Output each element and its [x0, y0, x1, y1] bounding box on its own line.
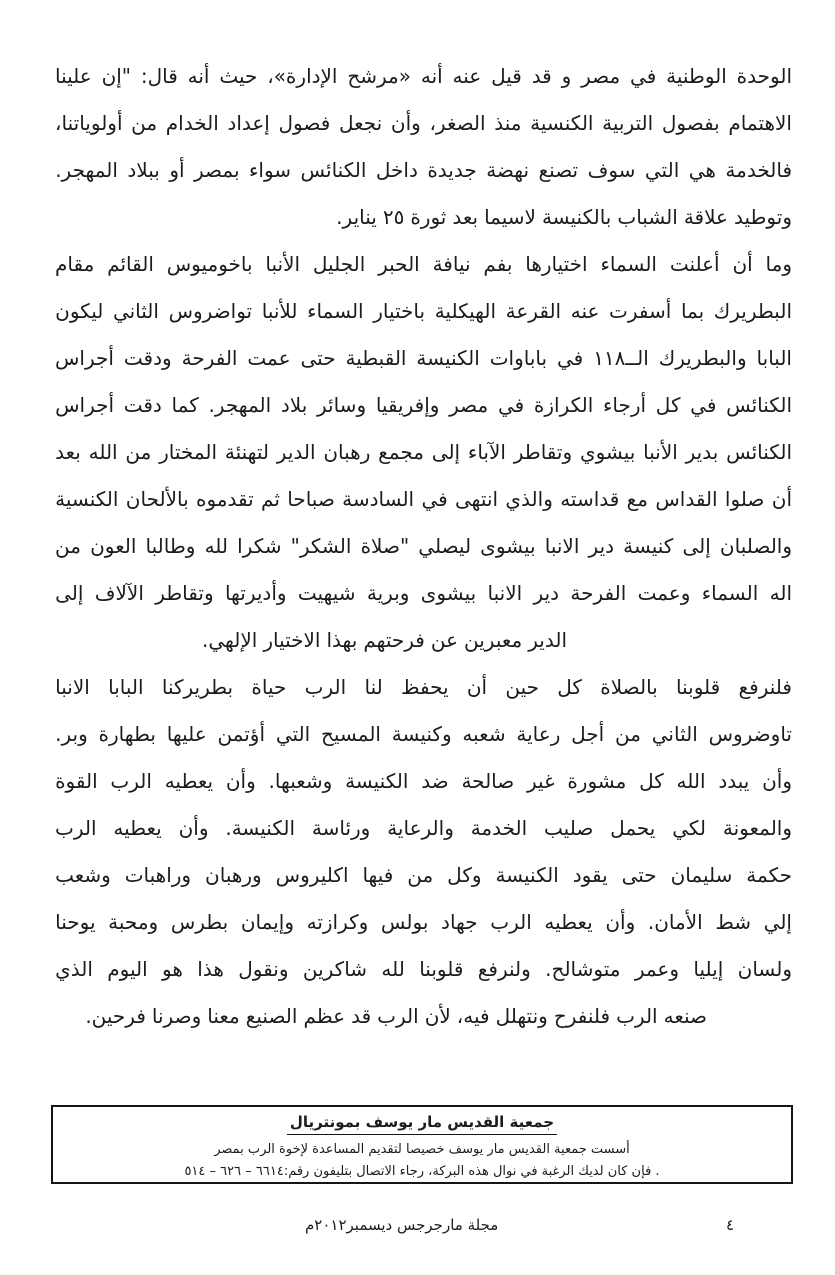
word: ورئاسة: [311, 815, 371, 840]
word: أؤتمن: [217, 721, 266, 746]
word: بعد: [55, 439, 81, 464]
word: بولس: [380, 909, 429, 934]
word: دير: [533, 580, 560, 605]
word: من: [55, 533, 81, 558]
word: السماء: [307, 298, 364, 323]
word: فلنرفع: [738, 674, 792, 699]
word: وما: [765, 251, 792, 276]
word: غير: [527, 768, 555, 793]
word: عظم: [303, 1003, 346, 1028]
word: الانبا: [55, 674, 90, 699]
text-line: [55, 475, 792, 522]
word: تاوضروس: [708, 721, 792, 746]
word: ومحبة: [108, 909, 159, 934]
text-line: [55, 757, 792, 804]
word: شيهيت: [297, 580, 356, 605]
word: الأنبا: [265, 251, 301, 276]
word: الإدارة»،: [267, 63, 338, 88]
word: يعطيه: [113, 815, 162, 840]
word: ثورة: [410, 204, 447, 229]
word: قد: [531, 63, 552, 88]
word: علاقة: [683, 204, 728, 229]
word: وأن: [390, 110, 421, 135]
word: أو: [169, 157, 185, 182]
word: الكنيسة: [416, 345, 480, 370]
word: أرجاء: [603, 392, 647, 417]
word: الكنيسة: [495, 862, 559, 887]
word: وصرنا: [151, 1003, 202, 1028]
word: والرعاية: [387, 815, 454, 840]
word: الفرحة: [181, 345, 238, 370]
word: وأن: [225, 768, 256, 793]
word: وبرية: [366, 580, 410, 605]
society-title-row: [53, 1112, 791, 1135]
word: في: [557, 345, 584, 370]
word: ليكون: [55, 298, 104, 323]
word: البابا: [108, 674, 144, 699]
word: ضد: [421, 768, 449, 793]
text-line: [55, 992, 792, 1039]
word: التربية: [602, 110, 654, 135]
word: سوف: [587, 157, 636, 182]
word: الخدام: [165, 110, 219, 135]
word: اليوم: [107, 956, 148, 981]
word: الثاني: [112, 298, 159, 323]
word: التي: [644, 157, 680, 182]
word: بيشوى: [420, 580, 477, 605]
page-number: ٤: [726, 1216, 735, 1234]
word: كل: [655, 392, 681, 417]
society-title: جمعية القديس مار يوسف بمونتريال: [287, 1113, 557, 1135]
text-line: [55, 898, 792, 945]
word: من: [615, 721, 641, 746]
word: قلوبنا: [419, 956, 464, 981]
word: الرب: [377, 1003, 419, 1028]
word: فيها: [362, 862, 394, 887]
word: حتى: [300, 345, 336, 370]
word: الوحدة: [736, 63, 792, 88]
word: إعداد: [227, 110, 270, 135]
word: ورهبان: [205, 862, 262, 887]
word: لأن: [424, 1003, 451, 1028]
word: العون: [90, 533, 137, 558]
word: فالخدمة: [725, 157, 792, 182]
word: شكرا: [237, 533, 282, 558]
word: هو: [162, 956, 183, 981]
word: بما: [680, 298, 705, 323]
word: القائم: [107, 251, 154, 276]
text-line: [55, 52, 792, 99]
word: الكنسية: [530, 110, 594, 135]
word: الأمان.: [647, 909, 703, 934]
word: فرحتهم: [363, 627, 425, 652]
word: شعبه: [462, 721, 506, 746]
word: يناير.: [336, 204, 377, 229]
word: الكنائس: [726, 439, 792, 464]
word: من: [125, 439, 152, 464]
word: يعطيه: [164, 768, 214, 793]
word: وإفريقيا: [375, 392, 440, 417]
word: الرب: [55, 815, 97, 840]
text-line: [55, 522, 792, 569]
word: أن: [771, 486, 792, 511]
word: الآلاف: [94, 580, 144, 605]
word: معبرين: [464, 627, 523, 652]
word: فصول: [278, 110, 331, 135]
word: سليمان: [670, 862, 733, 887]
word: ولنرفع: [477, 956, 531, 981]
word: مشورة: [567, 768, 627, 793]
word: الشكر": [290, 533, 352, 558]
word: وشعبها.: [268, 768, 333, 793]
word: من: [407, 862, 434, 887]
word: الهيكلية: [434, 298, 497, 323]
word: حكمة: [746, 862, 792, 887]
word: الأنبا: [643, 439, 678, 464]
word: وعمر: [634, 956, 680, 981]
word: منذ: [494, 110, 522, 135]
word: وكنيسة: [391, 721, 452, 746]
word: الرب: [304, 674, 347, 699]
word: الإلهي.: [202, 627, 258, 652]
word: في: [421, 486, 448, 511]
word: صالحة: [461, 768, 515, 793]
word: بطهارة: [98, 721, 156, 746]
text-line: [55, 710, 792, 757]
word: لكي: [672, 815, 707, 840]
word: ٢٥: [382, 204, 405, 229]
word: داخل: [375, 157, 418, 182]
word: مصر: [581, 63, 621, 88]
word: القداس: [655, 486, 718, 511]
word: أعلنت: [669, 251, 720, 276]
word: جديدة: [427, 157, 477, 182]
word: سواء: [248, 157, 292, 182]
word: المهجر.: [208, 392, 272, 417]
word: الله: [676, 768, 706, 793]
word: القرعة: [505, 298, 562, 323]
word: حين: [505, 674, 539, 699]
word: إلى: [431, 439, 461, 464]
word: تقدموه: [195, 486, 254, 511]
word: الرب: [490, 909, 532, 934]
word: نجعل: [338, 110, 383, 135]
word: أن: [732, 251, 753, 276]
word: الوطنية: [666, 63, 727, 88]
word: باباوات: [489, 345, 548, 370]
word: نهضة: [486, 157, 530, 182]
text-line: [55, 945, 792, 992]
word: الرب: [616, 1003, 658, 1028]
word: مصر: [449, 392, 489, 417]
text-line: [55, 804, 792, 851]
word: كل: [557, 674, 582, 699]
word: ولسان: [737, 956, 792, 981]
word: الانبا: [487, 580, 523, 605]
text-line: [55, 240, 792, 287]
word: وأن: [605, 909, 636, 934]
word: في: [497, 392, 525, 417]
word: لنا: [364, 674, 383, 699]
word: متوشالح.: [545, 956, 621, 981]
text-line: [55, 287, 792, 334]
word: الدير: [528, 627, 567, 652]
word: كما: [171, 392, 199, 417]
word: الاهتمام: [728, 110, 792, 135]
word: حياة: [251, 674, 287, 699]
word: تصنع: [538, 157, 579, 182]
word: عنه: [570, 298, 600, 323]
word: هي: [688, 157, 716, 182]
word: وإيمان: [240, 909, 294, 934]
word: بالألحان: [125, 486, 189, 511]
word: الرب: [110, 768, 152, 793]
text-line: [55, 663, 792, 710]
word: الجليل: [312, 251, 366, 276]
word: بلاد: [280, 392, 308, 417]
word: عن: [430, 627, 459, 652]
word: الآباء: [467, 439, 506, 464]
word: السماء: [701, 580, 759, 605]
word: وراهبات: [124, 862, 192, 887]
text-line: [55, 851, 792, 898]
word: الفرحة: [570, 580, 627, 605]
word: تواضروس: [168, 298, 253, 323]
word: فيه،: [456, 1003, 490, 1028]
word: لتهنئة: [224, 439, 269, 464]
society-description-line: أسست جمعية القديس مار يوسف خصيصا لتقديم المساعدة لإخوة الرب بمصر: [214, 1142, 630, 1157]
word: لاسيما: [484, 204, 536, 229]
word: بالصلاة: [600, 674, 658, 699]
word: يحفظ: [400, 674, 449, 699]
text-line: [55, 193, 792, 240]
word: الاختيار: [263, 627, 321, 652]
text-line: [55, 569, 792, 616]
word: «مرشح: [347, 63, 411, 88]
society-contact-line: . فإن كان لديك الرغبة في نوال هذه البركة، رجاء الاتصال بتليفون رقم:٦٦١٤ – ٦٢٦ – ٥١٤: [184, 1164, 660, 1179]
word: الحبر: [378, 251, 420, 276]
society-info-box: [51, 1105, 793, 1184]
word: ونقول: [238, 956, 289, 981]
word: وسائر: [316, 392, 367, 417]
word: المهجر.: [55, 157, 118, 182]
text-line: [55, 381, 792, 428]
word: بعد: [452, 204, 479, 229]
word: رعاية: [516, 721, 561, 746]
word: جهاد: [441, 909, 478, 934]
word: مقام: [55, 251, 95, 276]
word: عمت: [247, 345, 291, 370]
word: أجراس: [55, 392, 115, 417]
word: باختيار: [373, 298, 426, 323]
word: و: [561, 63, 572, 88]
word: إيليا: [693, 956, 724, 981]
word: الكنيسة.: [225, 815, 296, 840]
word: والبطريرك: [658, 345, 747, 370]
word: "صلاة: [360, 533, 410, 558]
word: اختيارها: [525, 251, 588, 276]
word: إلي: [763, 909, 792, 934]
word: انتهى: [455, 486, 499, 511]
word: عليها: [166, 721, 207, 746]
text-line: [55, 334, 792, 381]
word: السادسة: [342, 486, 415, 511]
text-line: [55, 146, 792, 193]
word: في: [630, 63, 657, 88]
word: فلنفرح: [553, 1003, 611, 1028]
word: الكنائس: [726, 392, 792, 417]
word: بطريركنا: [161, 674, 234, 699]
word: القبطية: [345, 345, 407, 370]
word: هذا: [197, 956, 224, 981]
word: والصلبان: [719, 533, 792, 558]
word: ودقت: [123, 345, 172, 370]
word: ليصلي: [418, 533, 472, 558]
word: قلوبنا: [676, 674, 721, 699]
word: التي: [275, 721, 311, 746]
word: حتى: [621, 862, 657, 887]
word: والمعونة: [722, 815, 792, 840]
word: وأن: [178, 815, 209, 840]
word: قداسته: [560, 486, 620, 511]
word: السماء: [600, 251, 657, 276]
word: ببلاد: [127, 157, 160, 182]
word: أجل: [571, 721, 605, 746]
word: للأنبا: [261, 298, 298, 323]
word: الكنائس: [300, 157, 367, 182]
word: الصنيع: [245, 1003, 298, 1028]
word: البابا: [756, 345, 792, 370]
word: علينا: [55, 63, 92, 88]
word: بيشوى: [480, 533, 536, 558]
word: الكنسية: [55, 486, 119, 511]
journal-name-footer: مجلة مارجرجس ديسمبر٢٠١٢م: [305, 1216, 499, 1234]
word: أنه: [187, 63, 210, 88]
word: مع: [626, 486, 649, 511]
word: باخوميوس: [166, 251, 253, 276]
word: وشعب: [55, 862, 111, 887]
article-body: [55, 52, 792, 1039]
word: دير: [588, 533, 615, 558]
word: بالكنيسة: [541, 204, 612, 229]
word: صلوا: [724, 486, 765, 511]
word: وطالبا: [145, 533, 196, 558]
word: صباحا: [287, 486, 335, 511]
word: قيل: [491, 63, 522, 88]
word: بفصول: [661, 110, 720, 135]
text-line: [55, 428, 792, 475]
word: والذي: [505, 486, 553, 511]
word: يوحنا: [55, 909, 96, 934]
word: أسفرت: [609, 298, 672, 323]
word: اله: [769, 580, 792, 605]
word: إلى: [55, 580, 84, 605]
word: وأن: [762, 768, 792, 793]
word: عنه: [452, 63, 482, 88]
word: معنا: [207, 1003, 240, 1028]
word: أجراس: [55, 345, 114, 370]
word: وبر.: [55, 721, 88, 746]
word: القوة: [55, 768, 98, 793]
word: وتوطيد: [733, 204, 792, 229]
word: أنه: [420, 63, 443, 88]
word: وكل: [447, 862, 482, 887]
word: اكليروس: [275, 862, 349, 887]
word: وتقاطر: [155, 580, 214, 605]
word: رهبان: [323, 439, 371, 464]
word: نيافة: [432, 251, 471, 276]
word: يبدد: [718, 768, 750, 793]
word: الشباب: [617, 204, 678, 229]
word: وعمت: [637, 580, 691, 605]
word: الدير: [276, 439, 316, 464]
word: الكنيسة: [345, 768, 409, 793]
word: يحمل: [610, 815, 656, 840]
word: ونتهلل: [495, 1003, 548, 1028]
word: أولوياتنا،: [55, 110, 123, 135]
word: بطرس: [170, 909, 229, 934]
word: بهذا: [326, 627, 358, 652]
word: بفم: [483, 251, 513, 276]
word: إلى: [682, 533, 711, 558]
word: البطريرك: [713, 298, 792, 323]
word: لله: [204, 533, 228, 558]
word: صنعه: [663, 1003, 707, 1028]
word: وكرازته: [306, 909, 369, 934]
word: قد: [351, 1003, 372, 1028]
word: الله: [88, 439, 118, 464]
word: الثاني: [651, 721, 698, 746]
word: كنيسة: [623, 533, 674, 558]
word: بمصر: [194, 157, 240, 182]
word: أن: [466, 674, 488, 699]
word: بدير: [685, 439, 719, 464]
word: فرحين.: [85, 1003, 146, 1028]
word: الذي: [55, 956, 93, 981]
word: في: [690, 392, 717, 417]
word: دقت: [123, 392, 162, 417]
word: الــ١١٨: [593, 345, 649, 370]
word: شاكرين: [302, 956, 368, 981]
word: المختار: [159, 439, 218, 464]
word: وأديرتها: [224, 580, 287, 605]
word: الخدمة: [470, 815, 528, 840]
word: المسيح: [320, 721, 381, 746]
word: لله: [381, 956, 405, 981]
word: مجمع: [378, 439, 424, 464]
word: صليب: [544, 815, 594, 840]
word: من: [131, 110, 158, 135]
word: الصغر،: [429, 110, 486, 135]
text-line: [55, 616, 792, 663]
word: وتقاطر: [513, 439, 573, 464]
word: كل: [639, 768, 664, 793]
word: يعطيه: [544, 909, 593, 934]
word: ثم: [261, 486, 280, 511]
word: الانبا: [544, 533, 580, 558]
word: شط: [715, 909, 752, 934]
text-line: [55, 99, 792, 146]
word: بيشوي: [579, 439, 636, 464]
word: حيث: [219, 63, 258, 88]
word: قال:: [140, 63, 178, 88]
word: "إن: [101, 63, 132, 88]
word: الكرازة: [533, 392, 594, 417]
word: يقود: [572, 862, 608, 887]
